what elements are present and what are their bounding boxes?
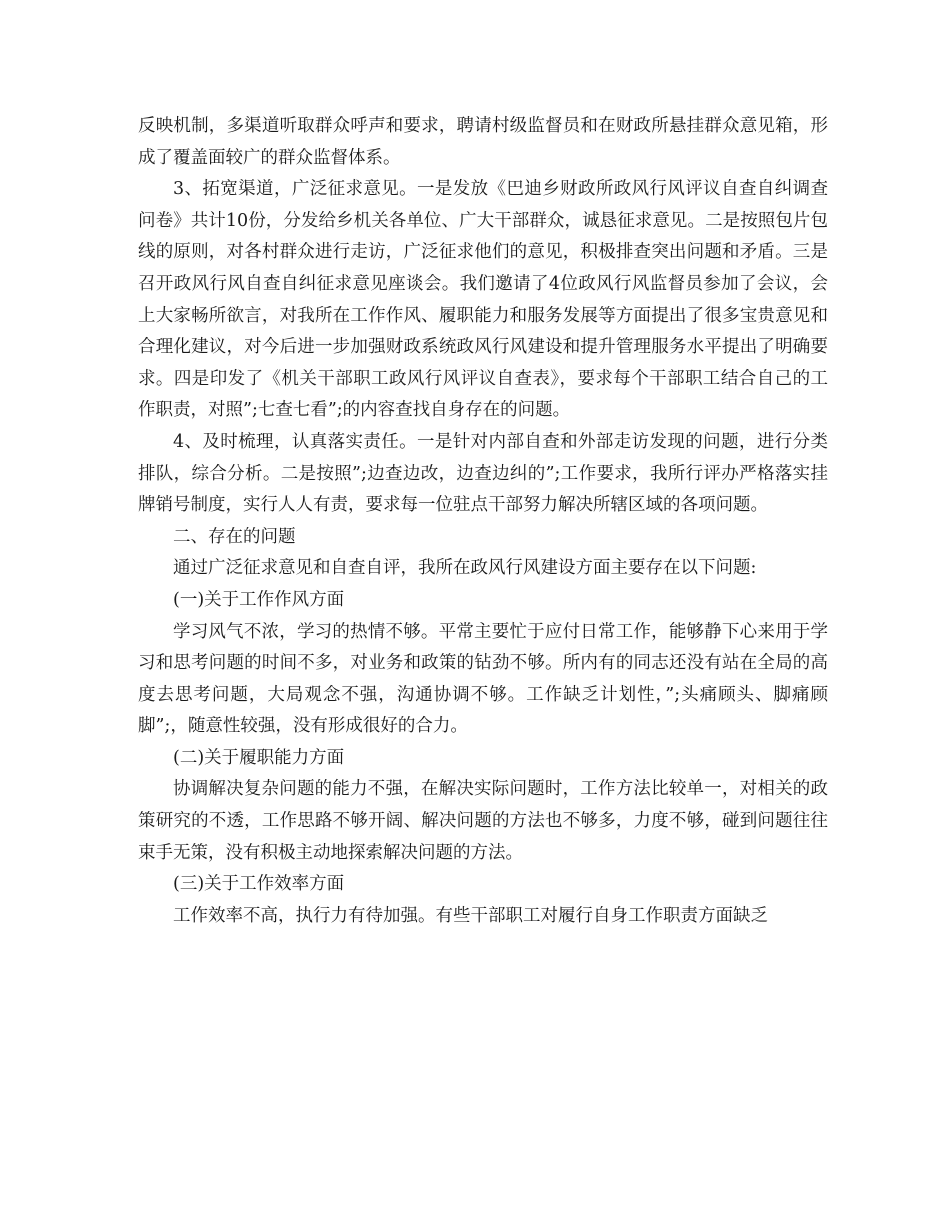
paragraph-1: 反映机制，多渠道听取群众呼声和要求，聘请村级监督员和在财政所悬挂群众意见箱，形成了覆盖面较广的群众监督体系。 — [138, 116, 828, 168]
document-body — [138, 111, 828, 932]
subheading-work-efficiency: (三)关于工作效率方面 — [173, 874, 345, 895]
paragraph-work-style: 学习风气不浓，学习的热情不够。平常主要忙于应付日常工作，能够静下心来用于学习和思考问题的时间不多，对业务和政策的钻劲不够。所内有的同志还没有站在全局的高度去思考问题，大局观念不强，沟通协调不够。工作缺乏计划性，”;头痛顾头、脚痛顾脚”;，随意性较强，没有形成很好的合力。 — [138, 621, 828, 737]
subheading-work-style: (一)关于工作作风方面 — [173, 589, 345, 610]
paragraph-duty-ability: 协调解决复杂问题的能力不强，在解决实际问题时，工作方法比较单一，对相关的政策研究的不透，工作思路不够开阔、解决问题的方法也不够多，力度不够，碰到问题往往束手无策，没有积极主动地探索解决问题的方法。 — [138, 779, 828, 863]
paragraph-2: 3、拓宽渠道，广泛征求意见。一是发放《巴迪乡财政所政风行风评议自查自纠调查问卷》共计10份，分发给乡机关各单位、广大干部群众，诚恳征求意见。二是按照包片包线的原则，对各村群众进行走访，广泛征求他们的意见，积极排查突出问题和矛盾。三是召开政风行风自查自纠征求意见座谈会。我们邀请了4位政风行风监督员参加了会议，会上大家畅所欲言，对我所在工作作风、履职能力和服务发展等方面提出了很多宝贵意见和合理化建议，对今后进一步加强财政系统政风行风建设和提升管理服务水平提出了明确要求。四是印发了《机关干部职工政风行风评议自查表》，要求每个干部职工结合自己的工作职责，对照”;七查七看”;的内容查找自身存在的问题。 — [138, 179, 828, 421]
paragraph-work-efficiency: 工作效率不高，执行力有待加强。有些干部职工对履行自身工作职责方面缺乏 — [173, 905, 768, 926]
section-heading-problems: 二、存在的问题 — [173, 526, 296, 547]
paragraph-3: 4、及时梳理，认真落实责任。一是针对内部自查和外部走访发现的问题，进行分类排队，综合分析。二是按照”;边查边改，边查边纠的”;工作要求，我所行评办严格落实挂牌销号制度，实行人人有责，要求每一位驻点干部努力解决所辖区域的各项问题。 — [138, 431, 828, 516]
subheading-duty-ability: (二)关于履职能力方面 — [173, 747, 345, 768]
paragraph-intro-problems: 通过广泛征求意见和自查自评，我所在政风行风建设方面主要存在以下问题: — [173, 558, 757, 579]
